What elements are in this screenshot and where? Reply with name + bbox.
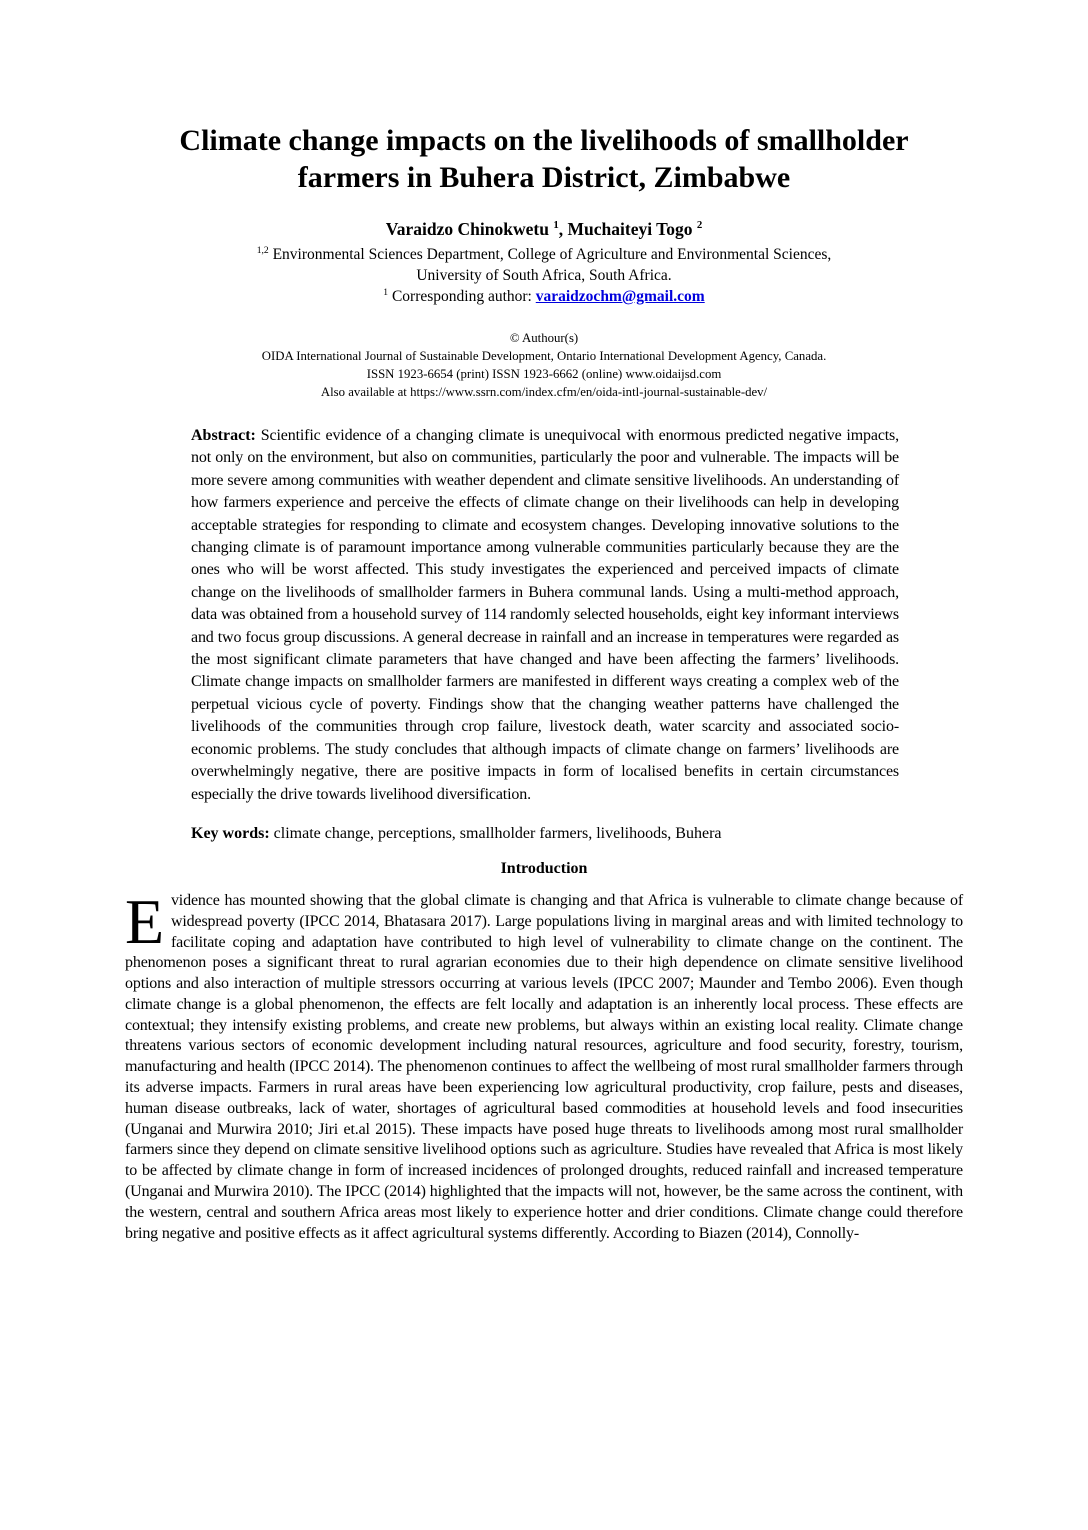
title-line-1: Climate change impacts on the livelihoods of smallholder bbox=[179, 124, 909, 157]
corresponding-email-link[interactable]: varaidzochm@gmail.com bbox=[535, 288, 705, 305]
affiliation-block bbox=[125, 244, 963, 307]
drop-cap: E bbox=[125, 885, 164, 957]
author-separator: , bbox=[558, 219, 568, 239]
corresponding-label: Corresponding author: bbox=[388, 288, 536, 305]
author-1-superscript: 1 bbox=[553, 219, 559, 232]
availability-line: Also available at https://www.ssrn.com/index.cfm/en/oida-intl-journal-sustainable-dev/ bbox=[320, 385, 768, 399]
paper-page bbox=[0, 122, 1088, 1530]
abstract-paragraph bbox=[191, 425, 899, 806]
journal-line: OIDA International Journal of Sustainable Development, Ontario International Development Agency, Canada. bbox=[261, 349, 827, 363]
authors-line bbox=[125, 218, 963, 240]
author-2-superscript: 2 bbox=[696, 219, 703, 232]
affiliation-superscript: 1,2 bbox=[256, 244, 269, 256]
introduction-paragraph bbox=[125, 885, 963, 1245]
introduction-body: vidence has mounted showing that the global climate is changing and that Africa is vulnerable to climate change because of widespread poverty (IPCC 2014, Bhatasara 2017). Large populations living in marginal areas and with limited technology to facilitate coping and adaptation have contributed to high level of vulnerability to climate change on the continent. The phenomenon poses a significant threat to rural agrarian economies due to their high dependence on climate sensitive livelihood options and also interaction of multiple stressors occurring at various levels (IPCC 2007; Maunder and Tembo 2006). Even though climate change is a global phenomenon, the effects are felt locally and adaptation is an inherently local process. These effects are contextual; they intensify existing problems, and create new problems, but always within an existing local reality. Climate change threatens various sectors of economic development including natural resources, agriculture and food security, forestry, tourism, manufacturing and health (IPCC 2014). The phenomenon continues to affect the wellbeing of most rural smallholder farmers through its adverse impacts. Farmers in rural areas have been experiencing low agricultural productivity, crop failure, pests and diseases, human disease outbreaks, lack of water, shortages of agricultural based commodities at household levels and food insecurities (Unganai and Murwira 2010; Jiri et.al 2015). These impacts have posed huge threats to livelihoods among most rural smallholder farmers since they depend on climate sensitive livelihood options such as agriculture. Studies have revealed that Africa is most likely to be affected by climate change in form of increased incidences of prolonged droughts, reduced rainfall and increased temperature (Unganai and Murwira 2010). The IPCC (2014) highlighted that the impacts will not, however, be the same across the continent, with the western, central and southern Africa areas most likely to experience hotter and drier conditions. Climate change could therefore bring negative and positive effects as it affect agricultural systems differently. According to Biazen (2014), Connolly- bbox=[125, 891, 963, 1242]
keywords-body: climate change, perceptions, smallholder farmers, livelihoods, Buhera bbox=[269, 824, 722, 842]
affiliation-dept-line: $^{1,2}$ Environmental Sciences Department, College of Agriculture and Environmental Sciences, bbox=[256, 244, 832, 263]
issn-line: ISSN 1923-6654 (print) ISSN 1923-6662 (online) www.oidaijsd.com bbox=[366, 367, 722, 381]
abstract-body: Scientific evidence of a changing climate is unequivocal with enormous predicted negative impacts, not only on the environment, but also on communities, particularly the poor and vulnerable. The impacts will be more severe among communities with weather dependent and climate sensitive livelihoods. An understanding of how farmers experience and perceive the effects of climate change on their livelihoods can help in developing acceptable strategies for responding to climate and ecosystem changes. Developing innovative solutions to the changing climate is of paramount importance among vulnerable communities particularly because they are the ones who will be worst affected. This study investigates the experienced and perceived impacts of climate change on the livelihoods of smallholder farmers in Buhera communal lands. Using a multi-method approach, data was obtained from a household survey of 114 randomly selected households, eight key informant interviews and two focus group discussions. A general decrease in rainfall and an increase in temperatures were regarded as the most significant climate parameters that have changed and have been affecting the farmers’ livelihoods. Climate change impacts on smallholder farmers are manifested in different ways creating a complex web of the perpetual vicious cycle of poverty. Findings show that the changing weather patterns have challenged the livelihoods of the communities through crop failure, livestock death, water scarcity and associated socio-economic problems. The study concludes that although impacts of climate change on farmers’ livelihoods are overwhelmingly negative, there are positive impacts in form of localised benefits in certain circumstances especially the drive towards livelihood diversification. bbox=[191, 427, 899, 803]
keywords-line bbox=[191, 823, 899, 844]
imprint-block bbox=[125, 329, 963, 401]
copyright-line: © Authour(s) bbox=[509, 331, 579, 345]
corresponding-superscript: 1 bbox=[383, 286, 389, 298]
title-line-2: farmers in Buhera District, Zimbabwe bbox=[297, 161, 791, 194]
introduction-heading: Introduction bbox=[500, 859, 588, 877]
keywords-label: Key words: bbox=[191, 824, 270, 842]
page-title bbox=[125, 122, 963, 196]
author-2-name: Muchaiteyi Togo bbox=[567, 219, 697, 239]
affiliation-university-line: University of South Africa, South Africa. bbox=[416, 267, 672, 284]
abstract-label: Abstract: bbox=[191, 427, 256, 444]
author-1-name: Varaidzo Chinokwetu bbox=[385, 219, 554, 239]
corresponding-author-line bbox=[125, 286, 963, 307]
